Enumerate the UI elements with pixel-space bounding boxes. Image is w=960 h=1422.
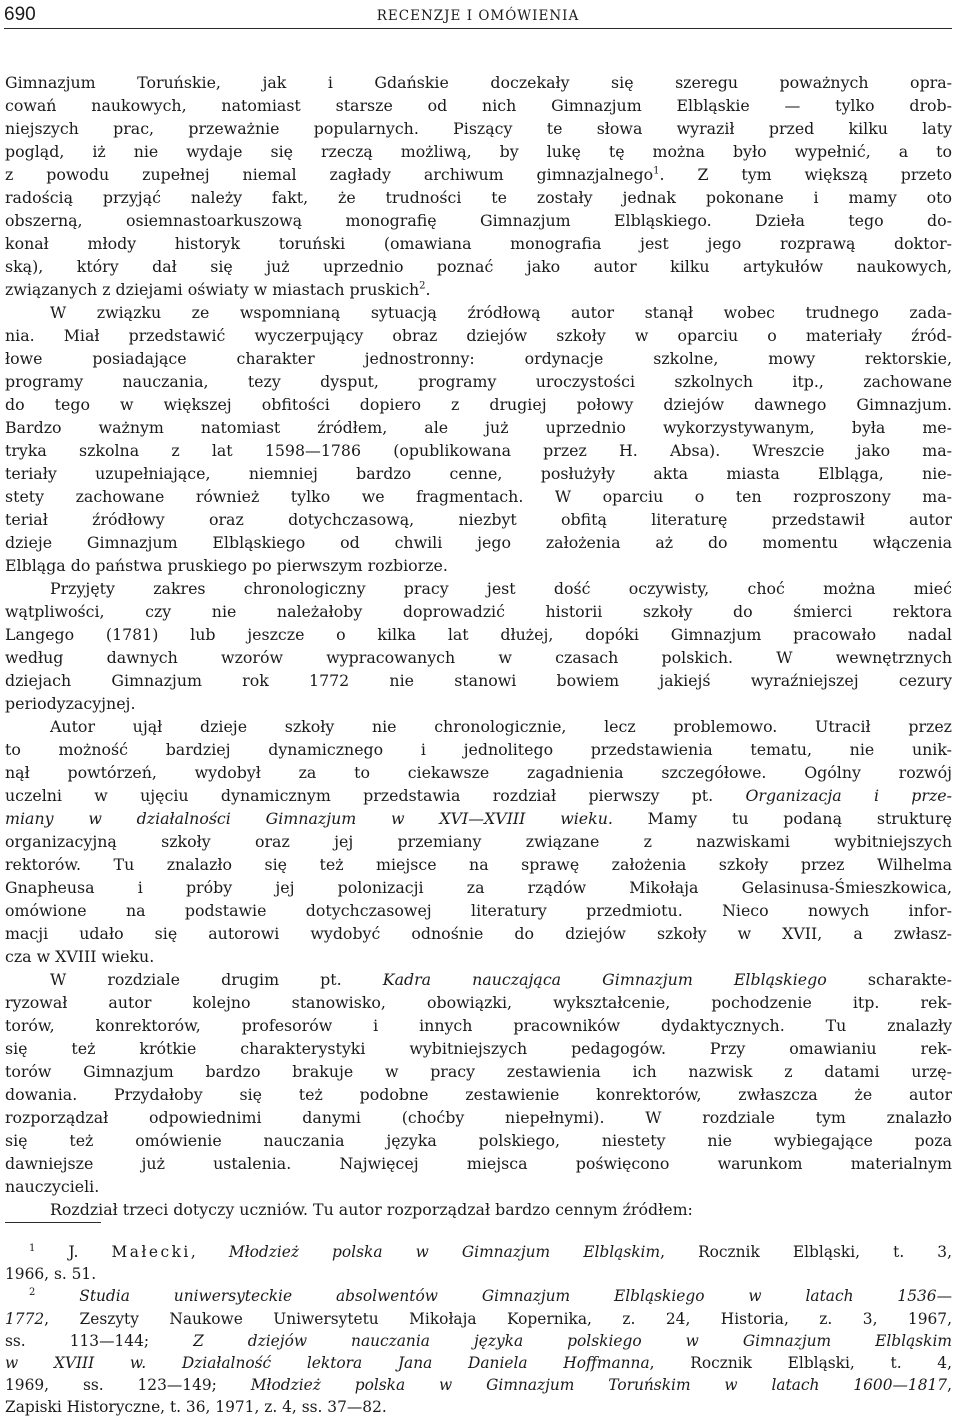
text-run: Zapiski Historyczne, t. 36, 1971, z. 4, ss. 37—82. xyxy=(5,1398,387,1417)
text-run: radością przyjąć należy fakt, że trudności te zostały jednak pokonane i mamy oto xyxy=(5,188,952,207)
text-line xyxy=(5,163,952,186)
text-line xyxy=(5,577,952,600)
text-line xyxy=(5,416,952,439)
text-run: to możność bardziej dynamicznego i jednolitego przedstawienia tematu, nie unik- xyxy=(5,740,952,759)
text-line xyxy=(5,600,952,623)
footnote-rule xyxy=(5,1222,101,1223)
text-run: ss. 113—144; xyxy=(5,1331,194,1350)
text-run: organizacyjną szkoły oraz jej przemiany związane z nazwiskami wybitniejszych xyxy=(5,832,952,851)
text-run: ską), który dał się już uprzednio poznać jako autor kilku artykułów naukowych, xyxy=(5,257,952,276)
text-line xyxy=(5,1129,952,1152)
footnote-line xyxy=(5,1374,952,1396)
text-run: torów Gimnazjum bardzo brakuje w pracy zestawienia ich nazwisk z datami urzę- xyxy=(5,1062,952,1081)
footnote-marker: 2 xyxy=(419,280,426,292)
text-run: Kadra nauczająca Gimnazjum Elbląskiego xyxy=(382,970,827,989)
text-line xyxy=(5,186,952,209)
text-run: 1969, ss. 123—149; xyxy=(5,1376,251,1395)
text-run: w XVIII w. Działalność lektora Jana Daniela Hoffmanna xyxy=(5,1353,650,1372)
text-run: periodyzacyjnej. xyxy=(5,694,136,713)
text-line xyxy=(5,899,952,922)
text-run: teriał źródłowy oraz dotychczasową, niezbyt obfitą literaturę przedstawił autor xyxy=(5,510,952,529)
text-run: W związku ze wspomnianą sytuacją źródłową autor stanął wobec trudnego zada- xyxy=(50,303,952,322)
text-line xyxy=(5,462,952,485)
text-run xyxy=(35,1287,79,1305)
running-title: RECENZJE I OMÓWIENIA xyxy=(376,8,580,24)
text-run: stety zachowane również tylko we fragmentach. W oparciu o ten rozproszony ma- xyxy=(5,487,952,506)
text-run: scharakte- xyxy=(826,970,952,989)
text-run: J. xyxy=(35,1243,112,1261)
text-line xyxy=(5,922,952,945)
footnote-marker: 2 xyxy=(29,1287,36,1299)
text-run: łowe posiadające charakter jednostronny: ordynacje szkolne, mowy rektorskie, xyxy=(5,349,952,368)
footnote-line xyxy=(5,1241,952,1263)
footnote-marker: 1 xyxy=(653,165,660,177)
text-run: nął powtórzeń, wydobył za to ciekawsze zagadnienia szczegółowe. Ogólny rozwój xyxy=(5,763,952,782)
text-run: rektorów. Tu znalazło się też miejsce na sprawę założenia szkoły przez Wilhelma xyxy=(5,855,952,874)
text-run: do tego w większej obfitości dopiero z drugiej połowy dziejów dawnego Gimnazjum. xyxy=(5,395,952,414)
text-run: się też omówienie nauczania języka polskiego, niestety nie wybiegające poza xyxy=(5,1131,952,1150)
page-header xyxy=(4,4,952,29)
text-run: omówione na podstawie dotychczasowej literatury przedmiotu. Nieco nowych infor- xyxy=(5,901,952,920)
text-run: według dawnych wzorów wypracowanych w czasach polskich. W wewnętrznych xyxy=(5,648,952,667)
text-run: Autor ujął dzieje szkoły nie chronologicznie, lecz problemowo. Utracił przez xyxy=(50,717,952,736)
text-run: macji udało się autorowi wydobyć odnośnie do dziejów szkoły w XVII, a zwłasz- xyxy=(5,924,952,943)
text-run: Studia uniwersyteckie absolwentów Gimnazjum Elbląskiego w latach 1536— xyxy=(79,1287,952,1306)
text-run: dawniejsze już ustalenia. Najwięcej miejsca poświęcono warunkom materialnym xyxy=(5,1154,952,1173)
text-line xyxy=(5,738,952,761)
text-line xyxy=(5,554,952,577)
text-line xyxy=(5,1014,952,1037)
text-line xyxy=(5,1198,952,1221)
text-run: , xyxy=(190,1243,229,1261)
text-run: Organizacja i prze- xyxy=(745,786,952,805)
text-run: niejszych prac, przeważnie popularnych. Piszący te słowa wyraził przed kilku laty xyxy=(5,119,952,138)
text-run: teriały uzupełniające, niemniej bardzo cenne, posłużyły akta miasta Elbląga, nie- xyxy=(5,464,952,483)
text-run: nauczycieli. xyxy=(5,1177,100,1196)
text-run: programy nauczania, tezy dysput, programy uroczystości szkolnych itp., zachowane xyxy=(5,372,952,391)
text-run: Bardzo ważnym natomiast źródłem, ale już uprzednio wykorzystywanym, była me- xyxy=(5,418,952,437)
footnote-line xyxy=(5,1352,952,1374)
text-line xyxy=(5,991,952,1014)
text-run: Langego (1781) lub jeszcze o kilka lat dłużej, dopóki Gimnazjum pracowało nadal xyxy=(5,625,952,644)
text-run: Gnapheusa i próby jej polonizacji za rządów Mikołaja Gelasinusa-Śmieszkowica, xyxy=(5,878,952,897)
text-run: Gimnazjum Toruńskie, jak i Gdańskie doczekały się szeregu poważnych opra- xyxy=(5,73,952,92)
text-run: Mamy tu podaną strukturę xyxy=(612,809,952,828)
text-line xyxy=(5,830,952,853)
footnote-line xyxy=(5,1396,952,1418)
text-run: związanych z dziejami oświaty w miastach pruskich xyxy=(5,280,420,299)
footnote-marker: 1 xyxy=(29,1242,36,1254)
page-number: 690 xyxy=(4,4,36,25)
text-run: dowania. Przydałoby się też podobne zestawienie konrektorów, zwłaszcza że autor xyxy=(5,1085,952,1104)
text-line xyxy=(5,94,952,117)
text-line xyxy=(5,485,952,508)
text-run: . xyxy=(425,280,431,299)
text-line xyxy=(5,1152,952,1175)
text-run: tryka szkolna z lat 1598—1786 (opublikowana przez H. Absa). Wreszcie jako ma- xyxy=(5,441,952,460)
text-line xyxy=(5,715,952,738)
text-run: Młodzież polska w Gimnazjum Elbląskim xyxy=(228,1243,661,1261)
text-line xyxy=(5,278,952,301)
text-line xyxy=(5,531,952,554)
text-line xyxy=(5,301,952,324)
text-line xyxy=(5,255,952,278)
text-line xyxy=(5,623,952,646)
text-line xyxy=(5,209,952,232)
footnote-line xyxy=(5,1330,952,1352)
text-line xyxy=(5,324,952,347)
text-run: obszerną, osiemnastoarkuszową monografię Gimnazjum Elbląskiego. Dzieła tego do- xyxy=(5,211,952,230)
text-run: ryzował autor kolejno stanowisko, obowiązki, wykształcenie, pochodzenie itp. rek- xyxy=(5,993,952,1012)
body-text xyxy=(5,71,952,1221)
footnote-line xyxy=(5,1285,952,1307)
text-run: Młodzież polska w Gimnazjum Toruńskim w latach 1600—1817 xyxy=(250,1376,948,1395)
text-run: Rozdział trzeci dotyczy uczniów. Tu autor rozporządzał bardzo cennym źródłem: xyxy=(50,1200,693,1219)
text-run: dziejach Gimnazjum rok 1772 nie stanowi bowiem jakiejś wyraźniejszej cezury xyxy=(5,671,952,690)
text-run: cowań naukowych, natomiast starsze od nich Gimnazjum Elbląskie — tylko drob- xyxy=(5,96,952,115)
text-run: Z dziejów nauczania języka polskiego w Gimnazjum Elbląskim xyxy=(193,1331,952,1350)
text-line xyxy=(5,692,952,715)
text-run: , xyxy=(947,1376,952,1395)
text-run: cza w XVIII wieku. xyxy=(5,947,155,966)
text-line xyxy=(5,761,952,784)
text-run: , Rocznik Elbląski, t. 4, xyxy=(649,1353,952,1372)
text-run: się też krótkie charakterystyki wybitniejszych pedagogów. Przy omawianiu rek- xyxy=(5,1039,952,1058)
text-line xyxy=(5,646,952,669)
text-run: rozporządzał odpowiednimi danymi (choćby niepełnymi). W rozdziale tym znalazło xyxy=(5,1108,952,1127)
text-run: Przyjęty zakres chronologiczny pracy jest dość oczywisty, choć można mieć xyxy=(50,579,952,598)
text-line xyxy=(5,140,952,163)
footnote-line xyxy=(5,1308,952,1330)
text-run: W rozdziale drugim pt. xyxy=(50,970,383,989)
text-run: Elbląga do państwa pruskiego po pierwszym rozbiorze. xyxy=(5,556,448,575)
text-run: konał młody historyk toruński (omawiana monografia jest jego rozprawą doktor- xyxy=(5,234,952,253)
text-run: uczelni w ujęciu dynamicznym przedstawia rozdział pierwszy pt. xyxy=(5,786,746,805)
text-run: 1772 xyxy=(5,1309,45,1328)
text-line xyxy=(5,370,952,393)
text-run: . Z tym większą przeto xyxy=(659,165,952,184)
text-line xyxy=(5,945,952,968)
text-run: pogląd, iż nie wydaje się rzeczą możliwą, by lukę tę można było wypełnić, a to xyxy=(5,142,952,161)
text-run: miany w działalności Gimnazjum w XVI—XVIII wieku. xyxy=(5,809,613,828)
text-run: , Rocznik Elbląski, t. 3, xyxy=(660,1243,952,1261)
footnotes xyxy=(5,1241,952,1419)
text-run: , Zeszyty Naukowe Uniwersytetu Mikołaja Kopernika, z. 24, Historia, z. 3, 1967, xyxy=(44,1309,952,1328)
text-line xyxy=(5,1106,952,1129)
text-run: dzieje Gimnazjum Elbląskiego od chwili jego założenia aż do momentu włączenia xyxy=(5,533,952,552)
text-line xyxy=(5,232,952,255)
text-line xyxy=(5,876,952,899)
text-line xyxy=(5,439,952,462)
text-line xyxy=(5,117,952,140)
footnote-line xyxy=(5,1263,952,1285)
text-line xyxy=(5,853,952,876)
text-run: 1966, s. 51. xyxy=(5,1265,97,1284)
text-line xyxy=(5,669,952,692)
text-line xyxy=(5,1060,952,1083)
text-line xyxy=(5,71,952,94)
text-line xyxy=(5,784,952,807)
text-run: z powodu zupełnej niemal zagłady archiwum gimnazjalnego xyxy=(5,165,654,184)
text-run: torów, konrektorów, profesorów i innych pracowników dydaktycznych. Tu znalazły xyxy=(5,1016,952,1035)
text-run: nia. Miał przedstawić wyczerpujący obraz dziejów szkoły w oparciu o materiały źród- xyxy=(5,326,952,345)
text-line xyxy=(5,807,952,830)
text-line xyxy=(5,508,952,531)
text-line xyxy=(5,1175,952,1198)
text-line xyxy=(5,347,952,370)
text-line xyxy=(5,968,952,991)
text-run: wątpliwości, czy nie należałoby doprowadzić historii szkoły do śmierci rektora xyxy=(5,602,952,621)
text-line xyxy=(5,393,952,416)
text-line xyxy=(5,1083,952,1106)
text-line xyxy=(5,1037,952,1060)
text-run: Małecki xyxy=(111,1243,191,1261)
